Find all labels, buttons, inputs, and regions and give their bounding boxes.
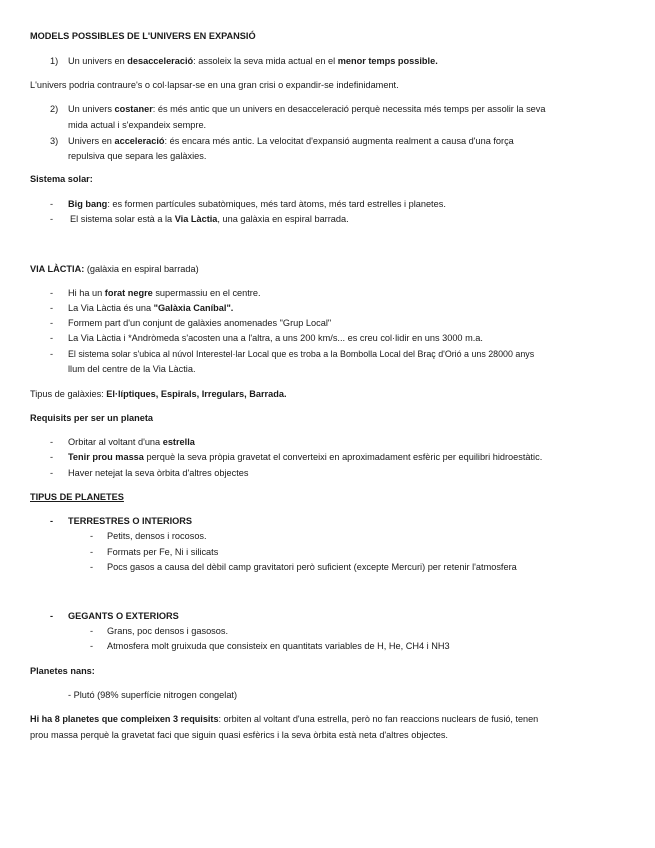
bullet-dash: - — [90, 531, 94, 541]
terrestrial-item-1: Petits, densos i rocosos. — [107, 531, 207, 541]
bullet-dash: - — [50, 349, 54, 359]
list-number: 2) — [50, 104, 59, 114]
terrestrial-item-2: Formats per Fe, Ni i silicats — [107, 547, 219, 557]
list-number: 3) — [50, 136, 59, 146]
bullet-dash: - — [90, 641, 94, 651]
final-paragraph-cont: prou massa perquè la gravetat faci que siguin quasi esfèrics i la seva òrbita està neta d'altres objectes. — [30, 730, 448, 740]
gas-giant-item-2: Atmosfera molt gruixuda que consisteix en quantitats variables de H, He, CH4 i NH3 — [107, 641, 450, 651]
model-3-text: Univers en acceleració: és encara més antic. La velocitat d'expansió augmenta realment a causa d'una força — [68, 136, 514, 146]
model-1-text: Un univers en desacceleració: assoleix la seva mida actual en el menor temps possible. — [68, 56, 438, 66]
page-title: MODELS POSSIBLES DE L'UNIVERS EN EXPANSIÓ — [30, 31, 256, 41]
bullet-dash: - — [50, 318, 54, 328]
dwarf-item: - Plutó (98% superfície nitrogen congelat) — [68, 690, 238, 700]
bullet-dash: - — [50, 516, 54, 526]
requisit-2: Tenir prou massa perquè la seva pròpia gravetat el converteixi en aproximadament esfèric per equilibri hidroestàtic. — [68, 452, 543, 462]
model-2-text: Un univers costaner: és més antic que un univers en desacceleració perquè necessita més temps per assolir la seva — [68, 104, 546, 114]
bullet-dash: - — [50, 303, 54, 313]
terrestrial-item-3: Pocs gasos a causa del dèbil camp gravitatori però suficient (excepte Mercuri) per retenir l'atmosfera — [107, 562, 517, 572]
section-heading-planet-types: TIPUS DE PLANETES — [30, 492, 124, 502]
galaxy-types: Tipus de galàxies: El·líptiques, Espirals, Irregulars, Barrada. — [30, 389, 287, 399]
bullet-dash: - — [50, 333, 54, 343]
gas-giant-item-1: Grans, poc densos i gasosos. — [107, 626, 229, 636]
bullet-dash: - — [50, 288, 54, 298]
bullet-dash: - — [50, 199, 54, 209]
bullet-dash: - — [90, 626, 94, 636]
via-item-5-cont: llum del centre de la Via Làctia. — [68, 364, 196, 374]
model-2-text-cont: mida actual i s'expandeix sempre. — [68, 120, 207, 130]
bullet-dash: - — [50, 611, 54, 621]
via-item-5: El sistema solar s'ubica al núvol Interestel·lar Local que es troba a la Bombolla Local del Braç d'Orió a uns 28000 anys — [68, 349, 535, 359]
list-number: 1) — [50, 56, 59, 66]
gas-giants-heading: GEGANTS O EXTERIORS — [68, 611, 179, 621]
bigbang-text: Big bang: es formen partícules subatòmiques, més tard àtoms, més tard estrelles i planetes. — [68, 199, 446, 209]
section-heading-dwarf: Planetes nans: — [30, 666, 95, 676]
requisit-3: Haver netejat la seva òrbita d'altres objectes — [68, 468, 249, 478]
bullet-dash: - — [50, 214, 54, 224]
requisit-1: Orbitar al voltant d'una estrella — [68, 437, 195, 447]
section-heading-via-lactia: VIA LÀCTIA: (galàxia en espiral barrada) — [30, 264, 199, 274]
section-heading-solar: Sistema solar: — [30, 174, 93, 184]
final-paragraph: Hi ha 8 planetes que compleixen 3 requisits: orbiten al voltant d'una estrella, però no fan reaccions nuclears de fusió, tenen — [30, 714, 539, 724]
via-item-2: La Via Làctia és una "Galàxia Caníbal". — [68, 303, 234, 313]
section-heading-requisits: Requisits per ser un planeta — [30, 413, 154, 423]
solar-system-text: El sistema solar està a la Via Làctia, una galàxia en espiral barrada. — [70, 214, 349, 224]
bullet-dash: - — [50, 452, 54, 462]
model-3-text-cont: repulsiva que separa les galàxies. — [68, 151, 207, 161]
bullet-dash: - — [50, 468, 54, 478]
bullet-dash: - — [90, 562, 94, 572]
bullet-dash: - — [90, 547, 94, 557]
via-item-1: Hi ha un forat negre supermassiu en el centre. — [68, 288, 261, 298]
via-item-4: La Via Làctia i *Andròmeda s'acosten una a l'altra, a uns 200 km/s... es creu col·lidir en uns 3000 m.a. — [68, 333, 483, 343]
collapse-text: L'univers podria contraure's o col·lapsar-se en una gran crisi o expandir-se indefinidament. — [30, 80, 399, 90]
via-item-3: Formem part d'un conjunt de galàxies anomenades "Grup Local" — [68, 318, 332, 328]
terrestrial-heading: TERRESTRES O INTERIORS — [68, 516, 193, 526]
bullet-dash: - — [50, 437, 54, 447]
